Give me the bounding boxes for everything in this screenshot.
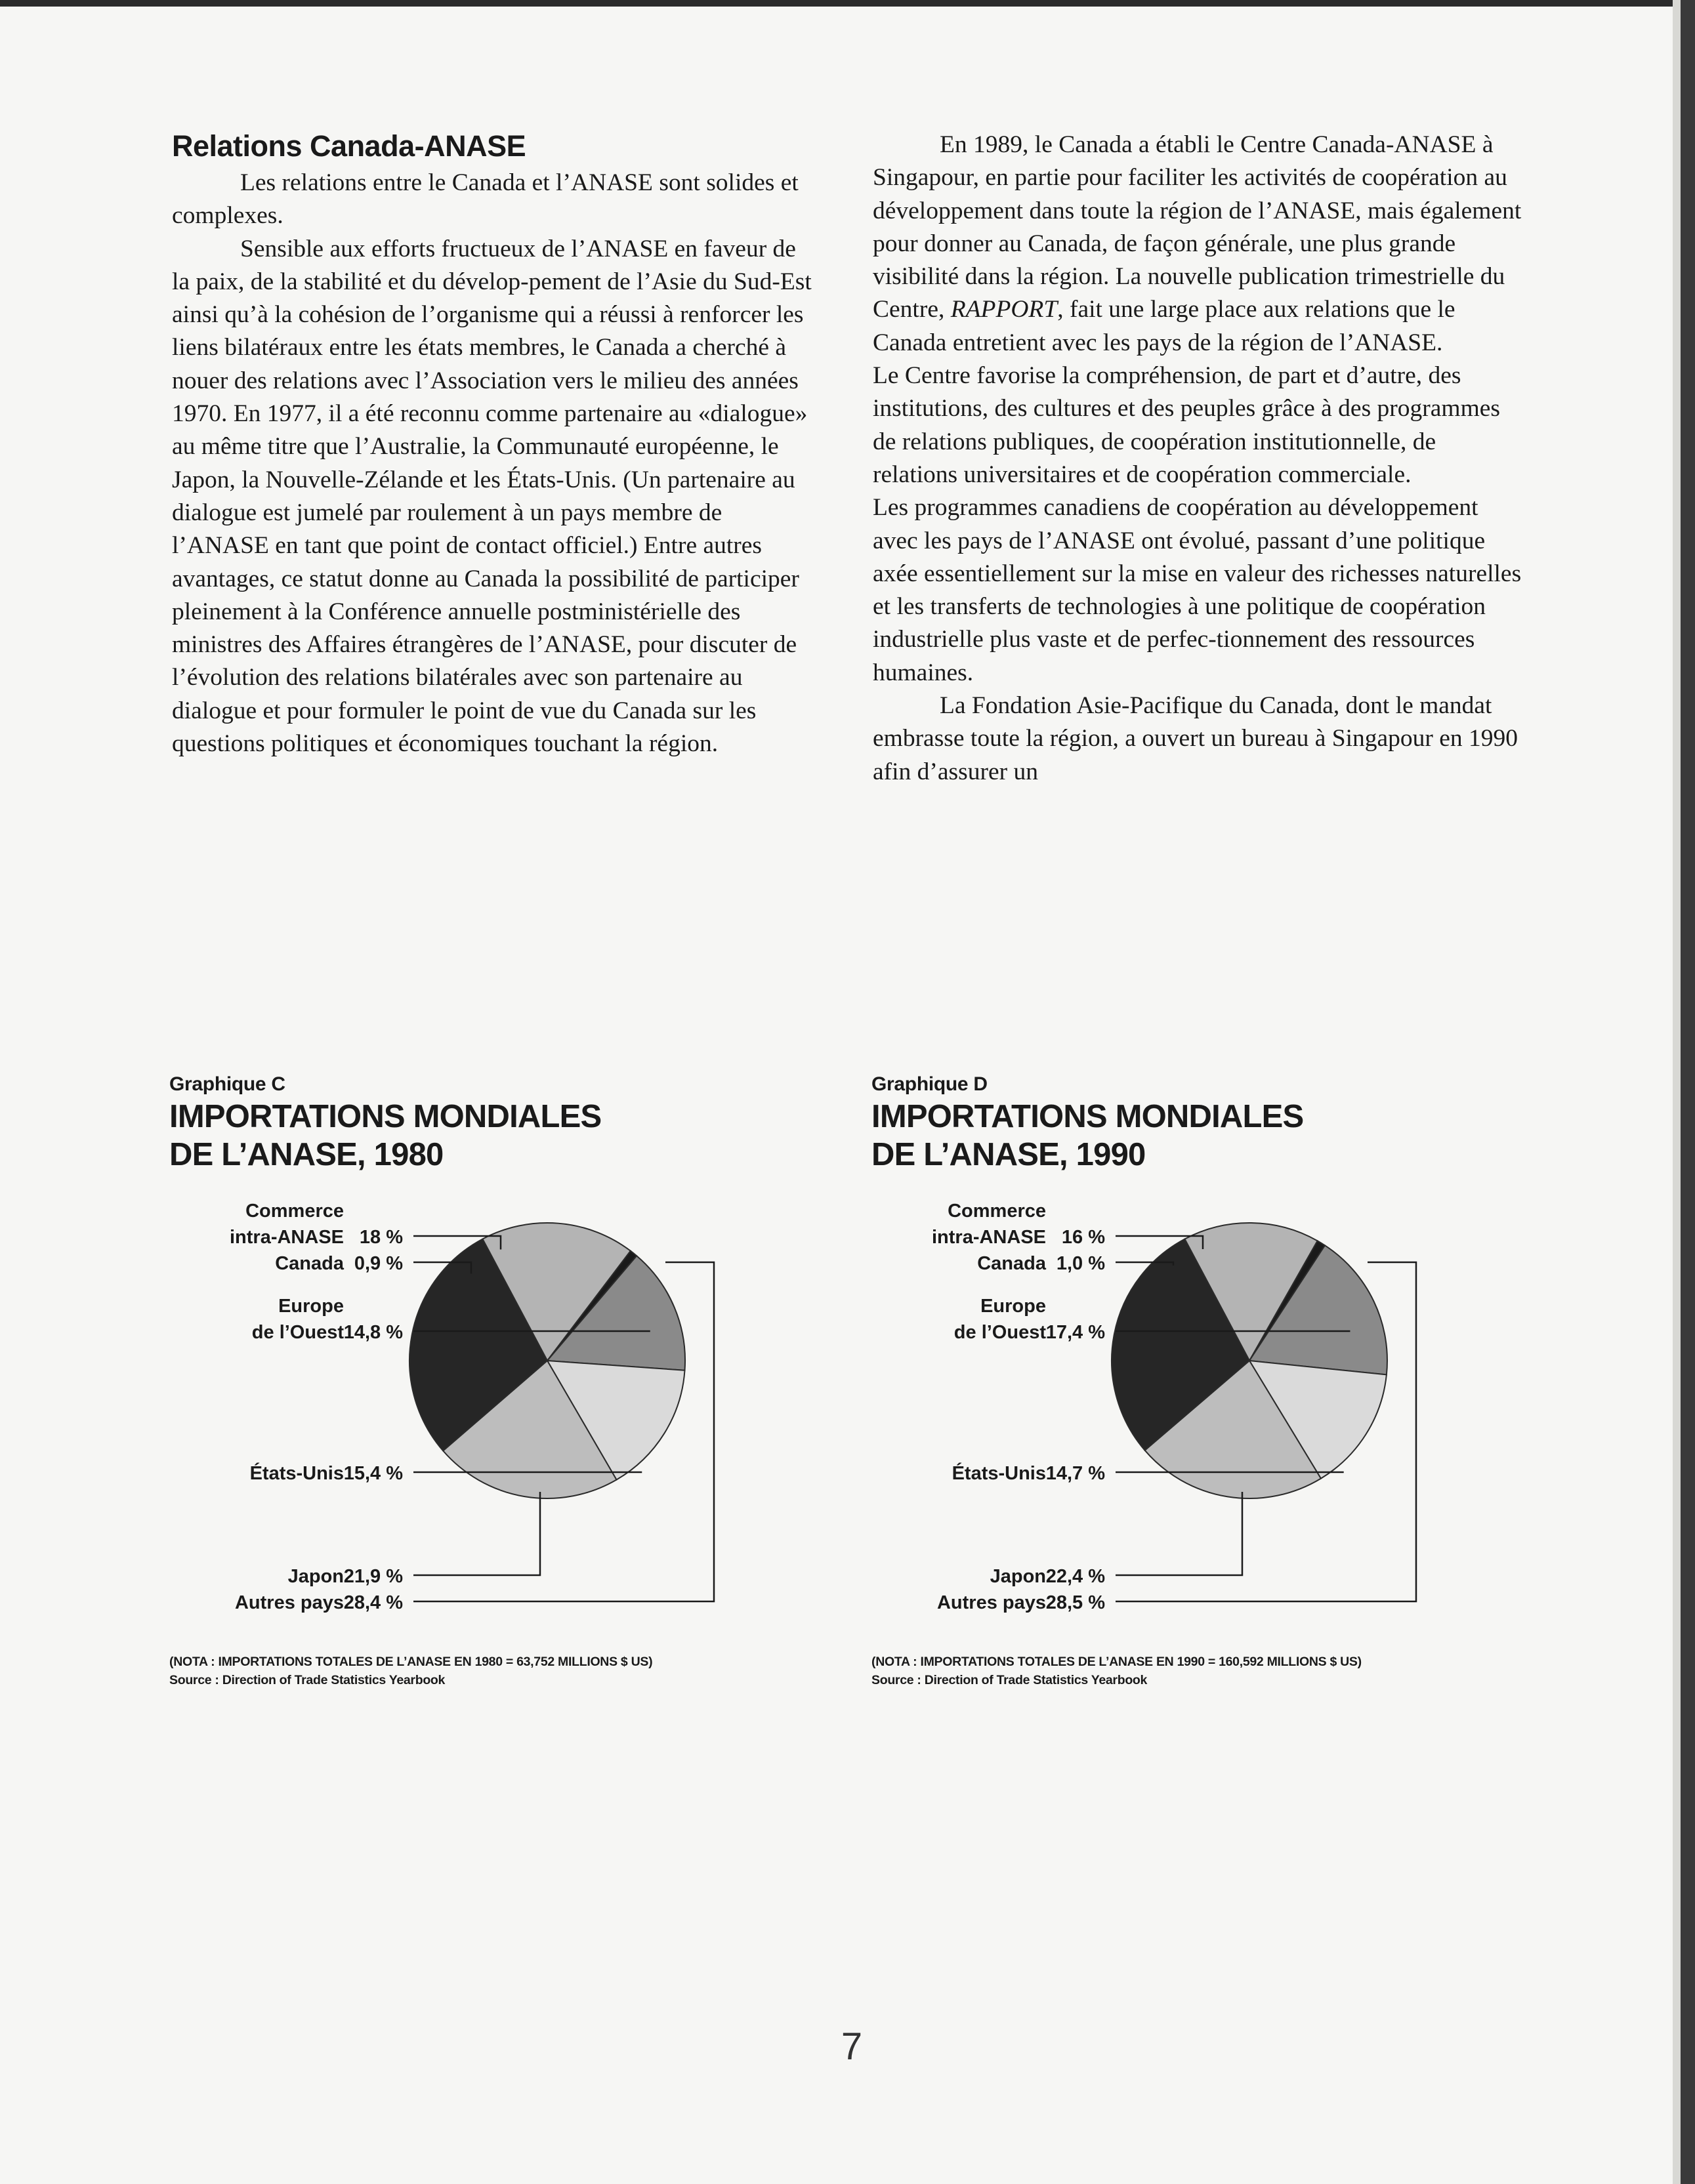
slice-label: Japon: [990, 1566, 1046, 1587]
slice-label: de l’Ouest: [953, 1322, 1046, 1343]
slice-label: États-Unis: [952, 1463, 1046, 1484]
slice-label: Europe: [980, 1296, 1046, 1317]
paragraph-text: En 1989, le Canada a établi le Centre Canada-ANASE à Singapour, en partie pour faciliter les activités de coopération au développement dans toute la région de l’ANASE, mais également pour donner au Canada, de façon générale, une plus grande visibilité dans la région. La nouvelle publication trimestrielle du Centre,: [873, 131, 1522, 323]
slice-percent-label: 28,5 %: [1045, 1592, 1105, 1613]
slice-label: Commerce: [245, 1201, 344, 1222]
slice-percent-label: 1,0 %: [1056, 1253, 1105, 1274]
slice-label: États-Unis: [249, 1463, 344, 1484]
slice-percent-label: 14,8 %: [343, 1322, 403, 1343]
leader-line: [1116, 1492, 1242, 1575]
section-heading: Relations Canada-ANASE: [172, 129, 526, 163]
leader-line: [413, 1492, 540, 1575]
chart-title-line1: IMPORTATIONS MONDIALES: [169, 1099, 602, 1134]
slice-label: Europe: [278, 1296, 344, 1317]
slice-label: intra-ANASE: [229, 1227, 344, 1248]
chart-note: (NOTA : IMPORTATIONS TOTALES DE L’ANASE EN 1990 = 160,592 MILLIONS $ US): [871, 1655, 1362, 1669]
page-number: 7: [841, 2025, 863, 2068]
chart-title-line2: DE L’ANASE, 1990: [871, 1137, 1146, 1172]
slice-percent-label: 22,4 %: [1045, 1566, 1105, 1587]
paragraph: Sensible aux efforts fructueux de l’ANASE en faveur de la paix, de la stabilité et du dévelop-pement de l’Asie du Sud-Est ainsi qu’à la cohésion de l’organisme qui a réussi à renforcer les liens bilatéraux entre les états membres, le Canada a cherché à nouer des relations avec l’Association vers le milieu des années 1970. En 1977, il a été reconnu comme partenaire au «dialogue» au même titre que l’Australie, la Communauté européenne, le Japon, la Nouvelle-Zélande et les États-Unis. (Un partenaire au dialogue est jumelé par roulement à un pays membre de l’ANASE en tant que point de contact officiel.) Entre autres avantages, ce statut donne au Canada la possibilité de participer pleinement à la Conférence annuelle postministérielle des ministres des Affaires étrangères de l’ANASE, pour discuter de l’évolution des relations bilatérales avec son partenaire au dialogue et pour formuler le point de vue du Canada sur les questions politiques et économiques touchant la région.: [172, 235, 812, 758]
paragraph: [873, 129, 1526, 360]
chart-note: (NOTA : IMPORTATIONS TOTALES DE L’ANASE EN 1980 = 63,752 MILLIONS $ US): [169, 1655, 653, 1669]
slice-percent-label: 0,9 %: [354, 1253, 403, 1274]
pie-chart-1980: [169, 1174, 826, 1653]
paragraph: La Fondation Asie-Pacifique du Canada, dont le mandat embrasse toute la région, a ouvert un bureau à Singapour en 1990 afin d’assurer un: [873, 692, 1518, 785]
slice-label: Autres pays: [234, 1592, 344, 1613]
slice-percent-label: 14,7 %: [1045, 1463, 1105, 1484]
scan-top-edge: [0, 0, 1695, 7]
paragraph: Les programmes canadiens de coopération au développement avec les pays de l’ANASE ont évolué, passant d’une politique axée essentiellement sur la mise en valeur des richesses naturelles et les transferts de technologies à une politique de coopération industrielle plus vaste et de perfec-tionnement des ressources humaines.: [873, 494, 1522, 686]
paragraph: Les relations entre le Canada et l’ANASE sont solides et complexes.: [172, 169, 799, 230]
slice-label: Autres pays: [936, 1592, 1046, 1613]
slice-label: de l’Ouest: [251, 1322, 344, 1343]
chart-c: [169, 1073, 826, 1689]
left-text-column: [172, 129, 818, 760]
slice-label: Canada: [275, 1253, 344, 1274]
graph-number: Graphique C: [169, 1073, 285, 1095]
graph-number: Graphique D: [871, 1073, 988, 1095]
slice-label: Canada: [977, 1253, 1046, 1274]
scan-right-edge: [1681, 0, 1695, 2184]
slice-label: Commerce: [948, 1201, 1046, 1222]
slice-percent-label: 16 %: [1061, 1227, 1105, 1248]
slice-percent-label: 28,4 %: [343, 1592, 403, 1613]
slice-label: intra-ANASE: [931, 1227, 1046, 1248]
scan-right-shadow: [1673, 0, 1681, 2184]
chart-title-line1: IMPORTATIONS MONDIALES: [871, 1099, 1304, 1134]
paragraph: Le Centre favorise la compréhension, de part et d’autre, des institutions, des cultures et des peuples grâce à des programmes de relations publiques, de coopération institutionnelle, de relations universitaires et de coopération commerciale.: [873, 362, 1500, 488]
chart-source: Source : Direction of Trade Statistics Yearbook: [169, 1673, 446, 1687]
pie-chart-1990: [871, 1174, 1528, 1653]
paragraph-text: , fait une large place aux relations que le Canada entretient avec les pays de la région de l’ANASE.: [873, 296, 1455, 356]
chart-title-line2: DE L’ANASE, 1980: [169, 1137, 444, 1172]
slice-label: Japon: [287, 1566, 344, 1587]
chart-source: Source : Direction of Trade Statistics Yearbook: [871, 1673, 1148, 1687]
right-text-column: [873, 129, 1526, 789]
chart-d: [871, 1073, 1528, 1689]
publication-title: RAPPORT: [950, 296, 1058, 323]
slice-percent-label: 18 %: [359, 1227, 403, 1248]
slice-percent-label: 21,9 %: [343, 1566, 403, 1587]
slice-percent-label: 17,4 %: [1045, 1322, 1105, 1343]
slice-percent-label: 15,4 %: [343, 1463, 403, 1484]
